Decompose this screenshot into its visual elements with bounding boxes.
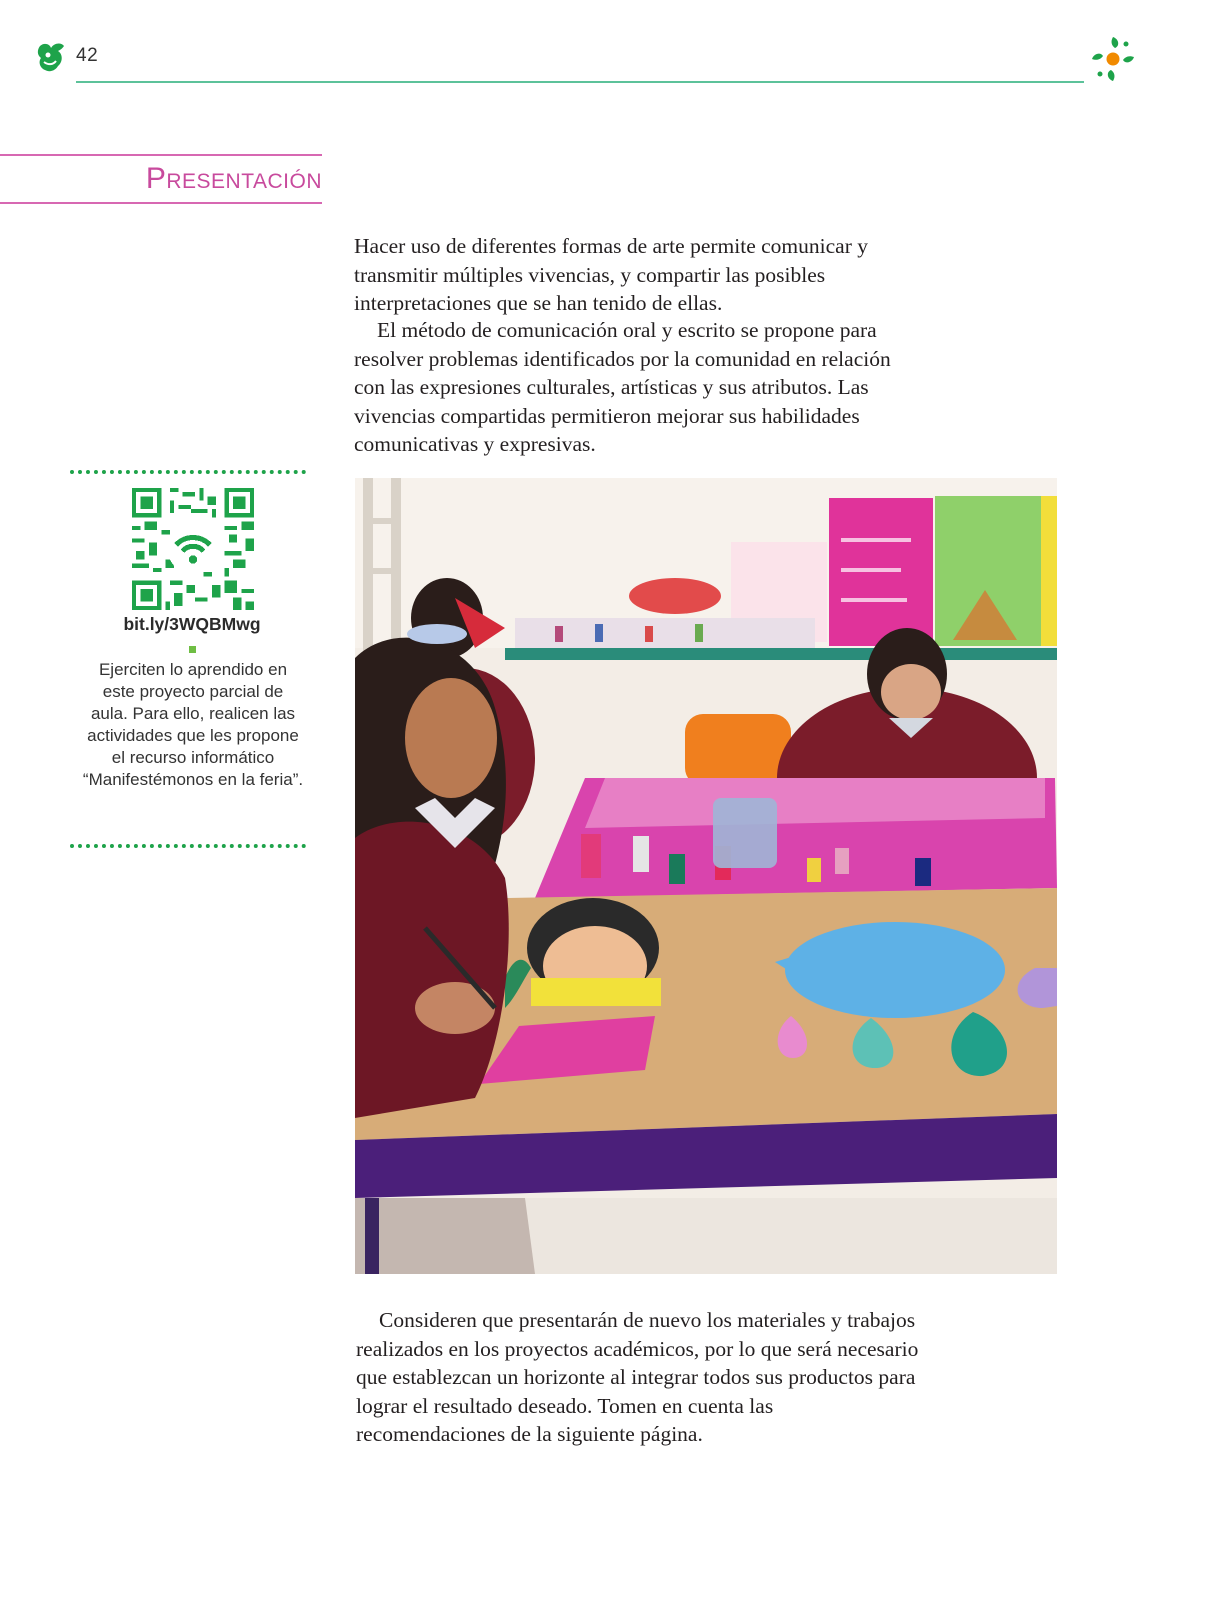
header-rule (76, 81, 1084, 83)
intro-paragraph: Hacer uso de diferentes formas de arte permite comunicar y transmitir múltiples vivencias, y compartir las posibles interpretaciones que se han tenido de ellas. (354, 234, 868, 315)
closing-paragraph: Consideren que presentarán de nuevo los materiales y trabajos realizados en los proyectos académicos, por lo que será necesario que establezcan un horizonte al integrar todos sus productos para lograr el resultado deseado. Tomen en cuenta las recomendaciones de la siguiente página. (356, 1308, 919, 1446)
section-heading-band (0, 154, 322, 204)
section-title: Presentación (145, 162, 322, 195)
sidebar-description: Ejerciten lo aprendido en este proyecto parcial de aula. Para ello, realicen las actividades que les propone el recurso informático “Manifestémonos en la feria”. (82, 660, 304, 789)
qr-code-icon[interactable] (132, 488, 254, 610)
resource-short-link[interactable]: bit.ly/3WQBMwg (123, 614, 261, 634)
page-number: 42 (76, 45, 99, 66)
method-paragraph: El método de comunicación oral y escrito se propone para resolver problemas identificados por la comunidad en relación con las expresiones culturales, artísticas y sus atributos. Las vivencias compartidas permitieron mejorar sus habilidades comunicativas y expresivas. (354, 318, 891, 456)
book-series-logo-icon (36, 40, 66, 74)
sidebar-dotted-rule-bottom (70, 844, 306, 848)
sidebar-dotted-rule-top (70, 470, 306, 474)
flower-emblem-icon (1088, 33, 1138, 83)
link-bullet (189, 646, 196, 653)
classroom-painting-photo (355, 478, 1057, 1274)
